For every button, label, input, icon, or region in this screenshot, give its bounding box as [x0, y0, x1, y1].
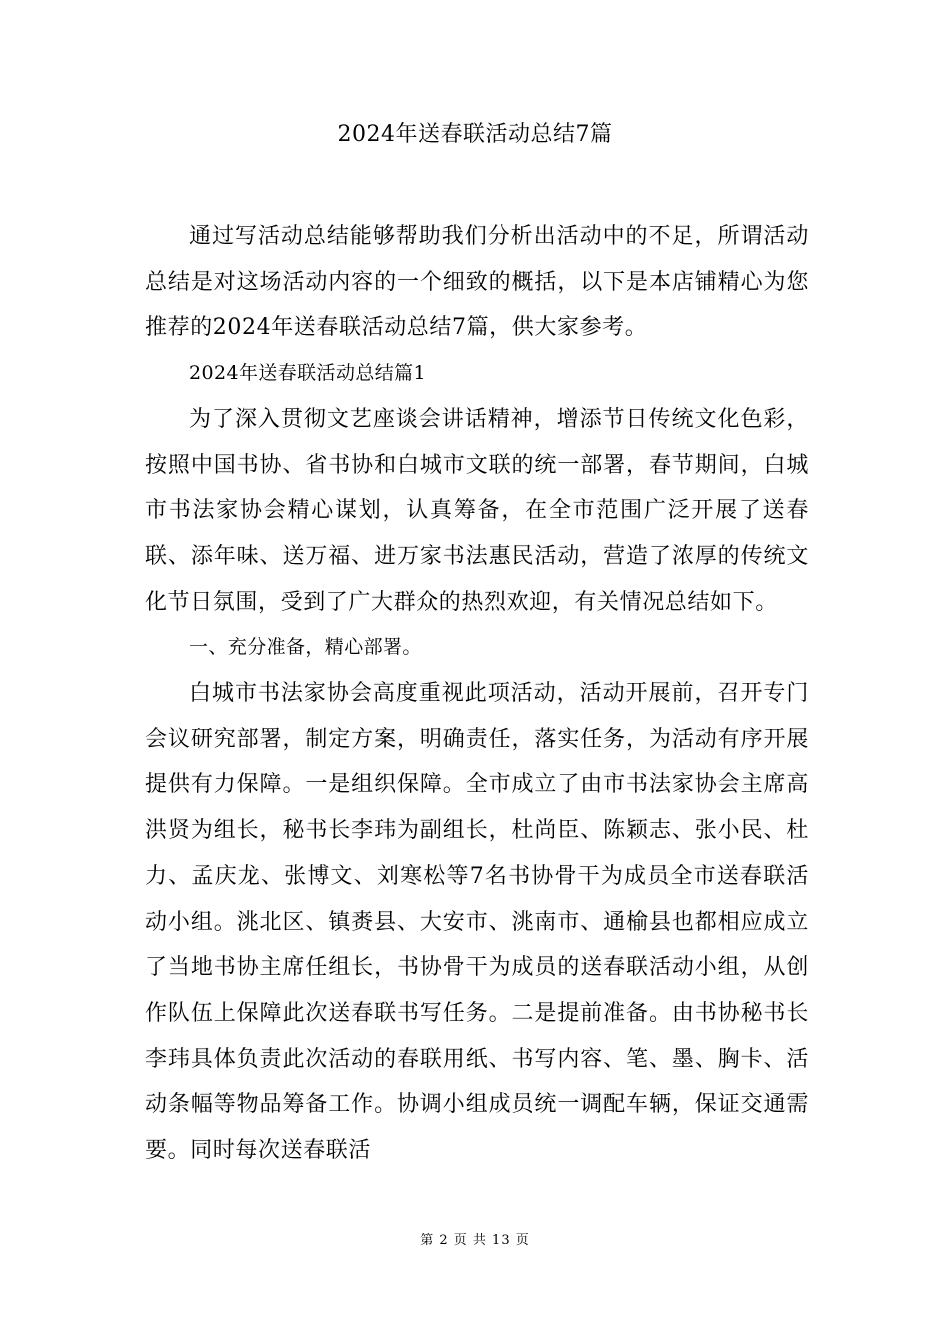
body-paragraph-1: 为了深入贯彻文艺座谈会讲话精神，增添节日传统文化色彩，按照中国书协、省书协和白城市文联的统一部署，春节期间，白城市书法家协会精心谋划，认真筹备，在全市范围广泛开展了送春联、添年味、送万福、进万家书法惠民活动，营造了浓厚的传统文化节日氛围，受到了广大群众的热烈欢迎，有关情况总结如下。	[145, 406, 809, 615]
intro-paragraph: 通过写活动总结能够帮助我们分析出活动中的不足，所谓活动总结是对这场活动内容的一个细致的概括，以下是本店铺精心为您推荐的2024年送春联活动总结7篇，供大家参考。	[145, 224, 809, 341]
subheading-1: 一、充分准备，精心部署。	[189, 636, 422, 659]
document-body	[145, 214, 809, 1174]
document-title: 2024年送春联活动总结7篇	[337, 122, 613, 147]
section-title: 2024年送春联活动总结篇1	[189, 362, 427, 385]
page-number-footer: 第 2 页 共 13 页	[420, 1233, 530, 1248]
body-paragraph-2: 白城市书法家协会高度重视此项活动，活动开展前，召开专门会议研究部署，制定方案，明确责任，落实任务，为活动有序开展提供有力保障。一是组织保障。全市成立了由市书法家协会主席高洪贤为组长，秘书长李玮为副组长，杜尚臣、陈颖志、张小民、杜力、孟庆龙、张博文、刘寒松等7名书协骨干为成员全市送春联活动小组。洮北区、镇赉县、大安市、洮南市、通榆县也都相应成立了当地书协主席任组长，书协骨干为成员的送春联活动小组，从创作队伍上保障此次送春联书写任务。二是提前准备。由书协秘书长李玮具体负责此次活动的春联用纸、书写内容、笔、墨、胸卡、活动条幅等物品筹备工作。协调小组成员统一调配车辆，保证交通需要。同时每次送春联活	[145, 681, 809, 1164]
